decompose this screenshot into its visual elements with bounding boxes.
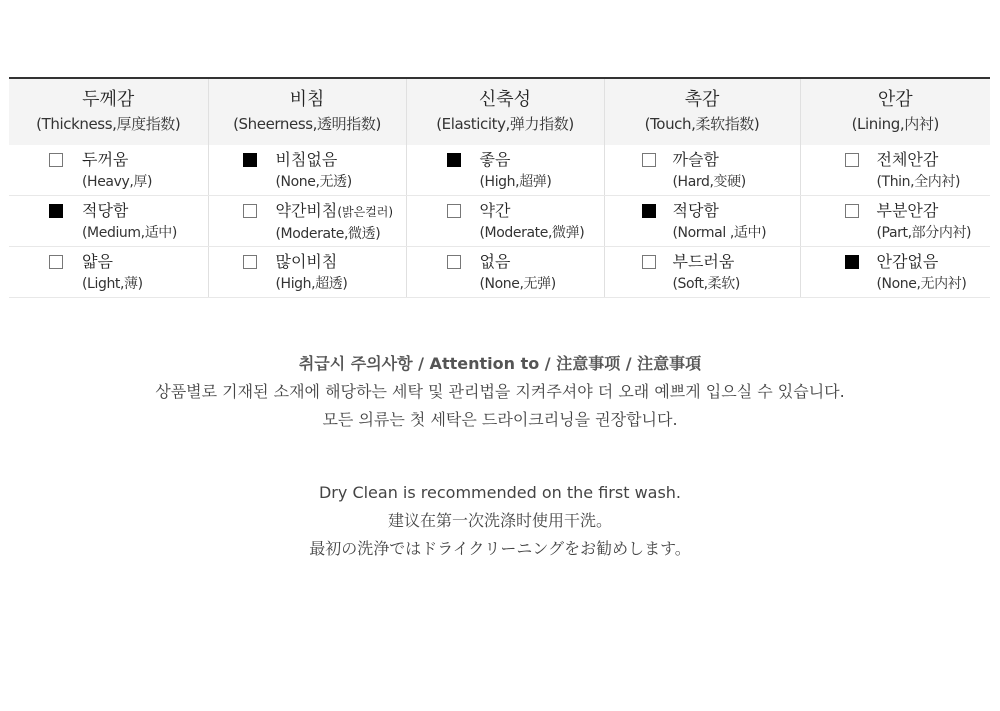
care-notice-zh: 建议在第一次洗涤时使用干洗。 (387, 511, 612, 530)
table-cell: 까슬함 (Hard,变硬) (604, 145, 800, 196)
header-sheerness: 비침 (Sheerness,透明指数) (208, 78, 406, 145)
checkbox-icon (243, 255, 257, 269)
label-ko-note: (밝은컬러) (337, 205, 394, 219)
table-cell: 얇음 (Light,薄) (9, 247, 208, 298)
table-cell: 약간 (Moderate,微弹) (406, 196, 604, 247)
checkbox-icon (447, 255, 461, 269)
table-cell: 없음 (None,无弹) (406, 247, 604, 298)
care-notice-en: Dry Clean is recommended on the first wash. (318, 483, 682, 502)
header-elasticity: 신축성 (Elasticity,弹力指数) (406, 78, 604, 145)
header-touch: 촉감 (Touch,柔软指数) (604, 78, 800, 145)
care-notice-multilang (0, 479, 1000, 563)
checkbox-icon (642, 255, 656, 269)
checkbox-checked-icon (49, 204, 63, 218)
table-cell: 부분안감 (Part,部分内衬) (800, 196, 990, 247)
care-notice-ko (0, 350, 1000, 434)
table-cell: 적당함 (Normal ,适中) (604, 196, 800, 247)
table-cell: 많이비침 (High,超透) (208, 247, 406, 298)
table-cell: 전체안감 (Thin,全内衬) (800, 145, 990, 196)
table-row (9, 247, 990, 298)
table-cell: 좋음 (High,超弹) (406, 145, 604, 196)
header-lining: 안감 (Lining,内衬) (800, 78, 990, 145)
header-thickness: 두께감 (Thickness,厚度指数) (9, 78, 208, 145)
care-notice-line-2: 모든 의류는 첫 세탁은 드라이크리닝을 권장합니다. (322, 410, 678, 429)
checkbox-icon (642, 153, 656, 167)
checkbox-icon (447, 204, 461, 218)
checkbox-icon (845, 204, 859, 218)
fabric-info-table (9, 77, 990, 298)
care-notice-title: 취급시 주의사항 / Attention to / 注意事项 / 注意事項 (298, 354, 702, 373)
checkbox-icon (243, 204, 257, 218)
table-cell: 적당함 (Medium,适中) (9, 196, 208, 247)
table-cell: 부드러움 (Soft,柔软) (604, 247, 800, 298)
label-ko: 약간비침 (275, 201, 338, 220)
table-cell: 안감없음 (None,无内衬) (800, 247, 990, 298)
table-header-row (9, 78, 990, 145)
checkbox-checked-icon (447, 153, 461, 167)
checkbox-icon (49, 255, 63, 269)
table-row (9, 145, 990, 196)
care-notice-ja: 最初の洗浄ではドライクリーニングをお勧めします。 (309, 539, 691, 558)
checkbox-checked-icon (642, 204, 656, 218)
fabric-info-table-wrap (9, 77, 990, 298)
checkbox-icon (49, 153, 63, 167)
checkbox-icon (845, 153, 859, 167)
checkbox-checked-icon (243, 153, 257, 167)
checkbox-checked-icon (845, 255, 859, 269)
table-cell: 두꺼움 (Heavy,厚) (9, 145, 208, 196)
care-notice-line-1: 상품별로 기재된 소재에 해당하는 세탁 및 관리법을 지켜주셔야 더 오래 예쁘게 입으실 수 있습니다. (155, 382, 845, 401)
table-cell: 비침없음 (None,无透) (208, 145, 406, 196)
table-cell: 약간비침(밝은컬러) (Moderate,微透) (208, 196, 406, 247)
table-row (9, 196, 990, 247)
